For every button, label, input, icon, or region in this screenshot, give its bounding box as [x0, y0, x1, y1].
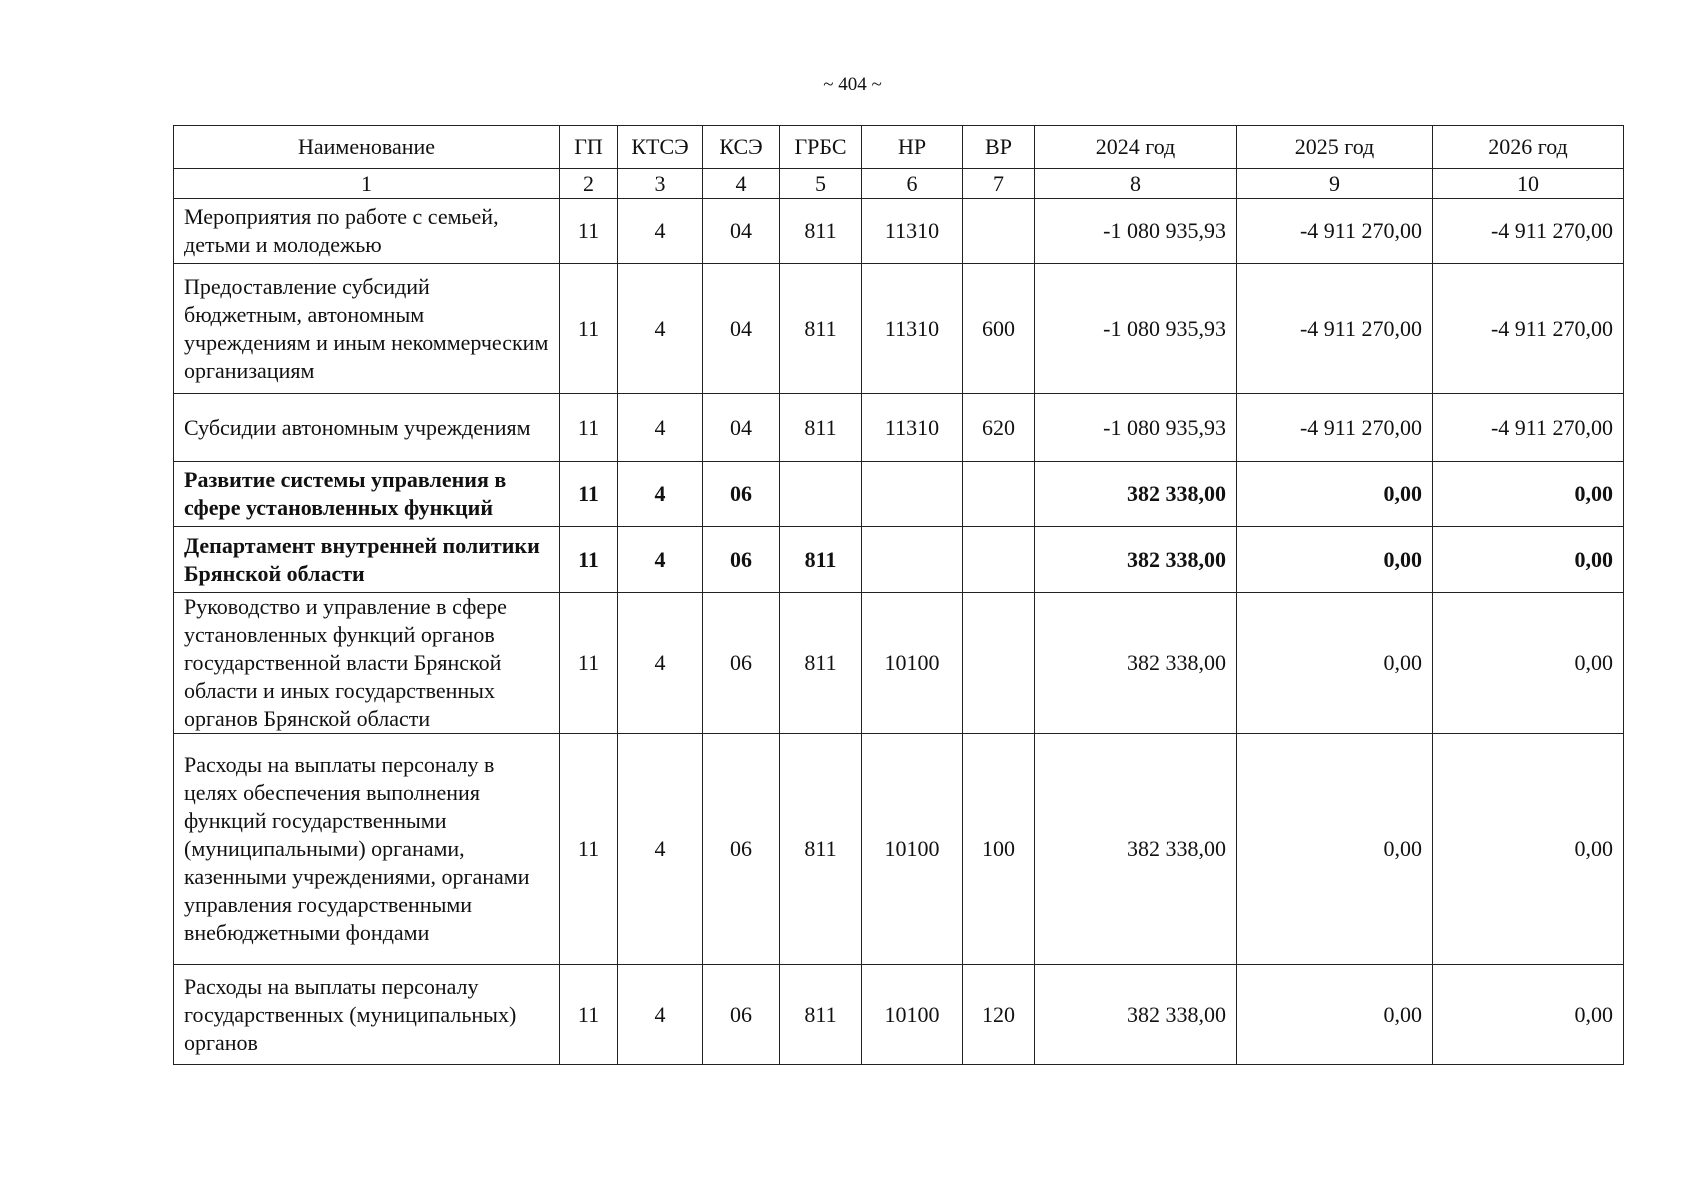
table-row: [174, 734, 1624, 965]
cell-kse: 04: [703, 199, 780, 264]
column-number: 7: [963, 169, 1035, 199]
cell-vr: 620: [963, 394, 1035, 462]
cell-2024: -1 080 935,93: [1035, 264, 1237, 394]
cell-gp: 11: [560, 734, 618, 965]
cell-2025: 0,00: [1237, 734, 1433, 965]
column-number: 4: [703, 169, 780, 199]
cell-gp: 11: [560, 199, 618, 264]
cell-nr: 10100: [862, 734, 963, 965]
table-row: [174, 199, 1624, 264]
cell-2024: 382 338,00: [1035, 527, 1237, 593]
cell-grbs: [780, 462, 862, 527]
header-gp: ГП: [560, 126, 618, 169]
cell-2024: -1 080 935,93: [1035, 394, 1237, 462]
table-row: [174, 394, 1624, 462]
cell-grbs: 811: [780, 965, 862, 1065]
cell-gp: 11: [560, 965, 618, 1065]
row-name: Субсидии автономным учреждениям: [174, 394, 560, 462]
cell-gp: 11: [560, 394, 618, 462]
cell-2025: 0,00: [1237, 593, 1433, 734]
header-2024: 2024 год: [1035, 126, 1237, 169]
cell-nr: 11310: [862, 199, 963, 264]
cell-2026: 0,00: [1433, 965, 1624, 1065]
cell-grbs: 811: [780, 527, 862, 593]
cell-vr: [963, 462, 1035, 527]
column-number-row: [174, 169, 1624, 199]
cell-2024: 382 338,00: [1035, 734, 1237, 965]
cell-vr: [963, 199, 1035, 264]
cell-2025: 0,00: [1237, 527, 1433, 593]
row-name: Предоставление субсидий бюджетным, автономным учреждениям и иным некоммерческим организациям: [174, 264, 560, 394]
cell-2024: 382 338,00: [1035, 965, 1237, 1065]
row-name: Мероприятия по работе с семьей, детьми и молодежью: [174, 199, 560, 264]
cell-kse: 06: [703, 593, 780, 734]
cell-ktse: 4: [618, 527, 703, 593]
cell-gp: 11: [560, 527, 618, 593]
cell-2026: 0,00: [1433, 734, 1624, 965]
cell-ktse: 4: [618, 199, 703, 264]
cell-2024: 382 338,00: [1035, 593, 1237, 734]
cell-nr: 10100: [862, 593, 963, 734]
column-number: 9: [1237, 169, 1433, 199]
header-2025: 2025 год: [1237, 126, 1433, 169]
header-vr: ВР: [963, 126, 1035, 169]
cell-ktse: 4: [618, 462, 703, 527]
column-number: 3: [618, 169, 703, 199]
cell-ktse: 4: [618, 734, 703, 965]
table-row: [174, 264, 1624, 394]
budget-table: [173, 125, 1624, 1065]
column-number: 2: [560, 169, 618, 199]
cell-2025: -4 911 270,00: [1237, 199, 1433, 264]
table-row: [174, 527, 1624, 593]
cell-2026: 0,00: [1433, 593, 1624, 734]
cell-grbs: 811: [780, 199, 862, 264]
cell-grbs: 811: [780, 394, 862, 462]
cell-kse: 04: [703, 264, 780, 394]
cell-nr: [862, 527, 963, 593]
cell-nr: 11310: [862, 394, 963, 462]
cell-vr: 600: [963, 264, 1035, 394]
cell-2024: 382 338,00: [1035, 462, 1237, 527]
cell-kse: 06: [703, 965, 780, 1065]
row-name: Развитие системы управления в сфере установленных функций: [174, 462, 560, 527]
cell-grbs: 811: [780, 593, 862, 734]
cell-gp: 11: [560, 264, 618, 394]
column-number: 1: [174, 169, 560, 199]
cell-nr: 11310: [862, 264, 963, 394]
cell-grbs: 811: [780, 264, 862, 394]
column-number: 10: [1433, 169, 1624, 199]
table-row: [174, 965, 1624, 1065]
header-2026: 2026 год: [1433, 126, 1624, 169]
header-nr: НР: [862, 126, 963, 169]
cell-2026: -4 911 270,00: [1433, 264, 1624, 394]
cell-2024: -1 080 935,93: [1035, 199, 1237, 264]
cell-kse: 06: [703, 734, 780, 965]
page-number: ~ 404 ~: [823, 74, 882, 95]
header-kse: КСЭ: [703, 126, 780, 169]
cell-ktse: 4: [618, 394, 703, 462]
table-row: [174, 462, 1624, 527]
cell-vr: 120: [963, 965, 1035, 1065]
cell-nr: [862, 462, 963, 527]
cell-gp: 11: [560, 462, 618, 527]
cell-2025: 0,00: [1237, 965, 1433, 1065]
column-number: 6: [862, 169, 963, 199]
column-number: 8: [1035, 169, 1237, 199]
cell-kse: 04: [703, 394, 780, 462]
column-number: 5: [780, 169, 862, 199]
cell-2025: 0,00: [1237, 462, 1433, 527]
cell-kse: 06: [703, 462, 780, 527]
cell-2026: -4 911 270,00: [1433, 199, 1624, 264]
cell-nr: 10100: [862, 965, 963, 1065]
cell-2025: -4 911 270,00: [1237, 264, 1433, 394]
header-grbs: ГРБС: [780, 126, 862, 169]
cell-2026: -4 911 270,00: [1433, 394, 1624, 462]
row-name: Руководство и управление в сфере установленных функций органов государственной власти Брянской области и иных государственных органов Брянской области: [174, 593, 560, 734]
cell-ktse: 4: [618, 264, 703, 394]
table-body: [174, 199, 1624, 1065]
cell-2026: 0,00: [1433, 527, 1624, 593]
row-name: Расходы на выплаты персоналу в целях обеспечения выполнения функций государственными (муниципальными) органами, казенными учреждениями, органами управления государственными внебюджетными фондами: [174, 734, 560, 965]
row-name: Расходы на выплаты персоналу государственных (муниципальных) органов: [174, 965, 560, 1065]
cell-vr: [963, 527, 1035, 593]
cell-ktse: 4: [618, 965, 703, 1065]
header-row: [174, 126, 1624, 169]
cell-grbs: 811: [780, 734, 862, 965]
cell-ktse: 4: [618, 593, 703, 734]
row-name: Департамент внутренней политики Брянской области: [174, 527, 560, 593]
cell-vr: [963, 593, 1035, 734]
cell-gp: 11: [560, 593, 618, 734]
header-name: Наименование: [174, 126, 560, 169]
cell-vr: 100: [963, 734, 1035, 965]
cell-kse: 06: [703, 527, 780, 593]
table-row: [174, 593, 1624, 734]
cell-2025: -4 911 270,00: [1237, 394, 1433, 462]
cell-2026: 0,00: [1433, 462, 1624, 527]
header-ktse: КТСЭ: [618, 126, 703, 169]
